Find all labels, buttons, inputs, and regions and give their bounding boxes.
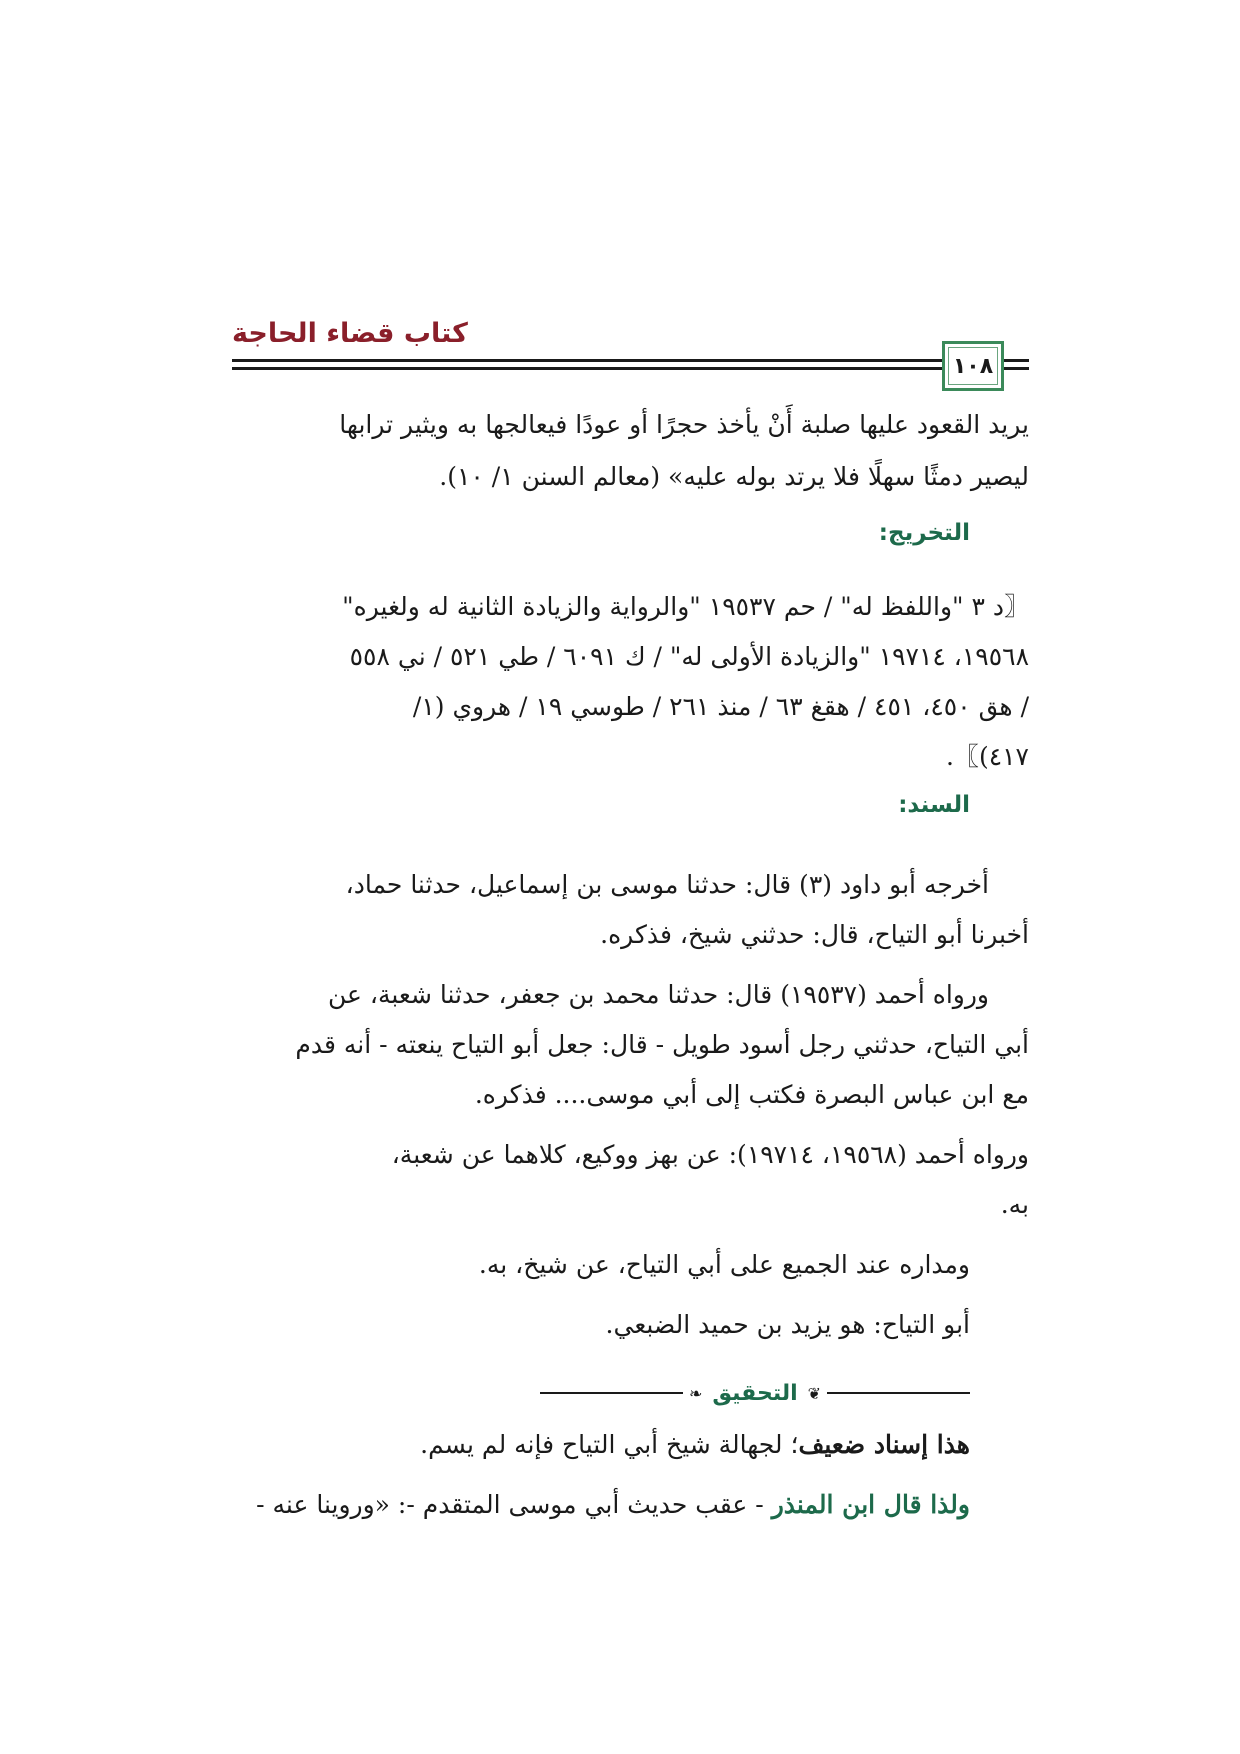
text-line bbox=[232, 1420, 970, 1470]
ornament-icon: ❦ bbox=[807, 1383, 822, 1403]
text-line: 〖د ٣ "واللفظ له" / حم ١٩٥٣٧ "والرواية والزيادة الثانية له ولغيره" bbox=[342, 592, 1029, 621]
header-rule-bottom bbox=[232, 367, 1029, 370]
tahqiq-reason: ؛ لجهالة شيخ أبي التياح فإنه لم يسم. bbox=[420, 1430, 799, 1459]
text-line bbox=[232, 1480, 970, 1530]
page-number: ١٠٨ bbox=[952, 353, 994, 379]
page-number-badge bbox=[942, 341, 1004, 391]
text-line: أبي التياح، حدثني رجل أسود طويل - قال: جعل أبو التياح ينعته - أنه قدم bbox=[295, 1030, 1029, 1059]
tahqiq-divider bbox=[540, 1378, 970, 1408]
text-line: أخرجه أبو داود (٣) قال: حدثنا موسى بن إسماعيل، حدثنا حماد، bbox=[345, 870, 989, 899]
section-heading-takhrij: التخريج: bbox=[878, 520, 970, 546]
text-line: / هق ٤٥٠، ٤٥١ / هقغ ٦٣ / منذ ٢٦١ / طوسي ١٩ / هروي (١/ bbox=[412, 692, 1029, 721]
text-line: به. bbox=[1000, 1190, 1029, 1219]
text-line: ليصير دمثًا سهلًا فلا يرتد بوله عليه» (معالم السنن ١/ ١٠). bbox=[439, 462, 1029, 491]
ornament-icon: ❧ bbox=[688, 1383, 703, 1403]
section-heading-tahqiq: التحقيق bbox=[712, 1380, 798, 1406]
divider-line-left bbox=[540, 1392, 683, 1394]
section-heading-sanad: السند: bbox=[898, 792, 970, 818]
ibn-mundhir-lead: ولذا قال ابن المنذر bbox=[771, 1490, 970, 1519]
text-line: أخبرنا أبو التياح، قال: حدثني شيخ، فذكره. bbox=[600, 920, 1029, 949]
header-rule-top bbox=[232, 359, 1029, 362]
text-line: ومداره عند الجميع على أبي التياح، عن شيخ، به. bbox=[478, 1250, 970, 1279]
text-line: يريد القعود عليها صلبة أَنْ يأخذ حجرًا أو عودًا فيعالجها به ويثير ترابها bbox=[339, 410, 1029, 439]
tahqiq-verdict: هذا إسناد ضعيف bbox=[798, 1430, 970, 1459]
ibn-mundhir-quote: - عقب حديث أبي موسى المتقدم -: «وروينا عنه - bbox=[256, 1490, 772, 1519]
text-line: ١٩٥٦٨، ١٩٧١٤ "والزيادة الأولى له" / ك ٦٠٩١ / طي ٥٢١ / ني ٥٥٨ bbox=[349, 642, 1029, 671]
text-line: ورواه أحمد (١٩٥٦٨، ١٩٧١٤): عن بهز ووكيع، كلاهما عن شعبة، bbox=[391, 1140, 1029, 1169]
text-line: ٤١٧)〗. bbox=[946, 742, 1029, 771]
running-header-title: كتاب قضاء الحاجة bbox=[232, 318, 468, 349]
text-line: أبو التياح: هو يزيد بن حميد الضبعي. bbox=[605, 1310, 970, 1339]
divider-line-right bbox=[827, 1392, 970, 1394]
text-line: ورواه أحمد (١٩٥٣٧) قال: حدثنا محمد بن جعفر، حدثنا شعبة، عن bbox=[328, 980, 989, 1009]
text-line: مع ابن عباس البصرة فكتب إلى أبي موسى.... فذكره. bbox=[474, 1080, 1029, 1109]
